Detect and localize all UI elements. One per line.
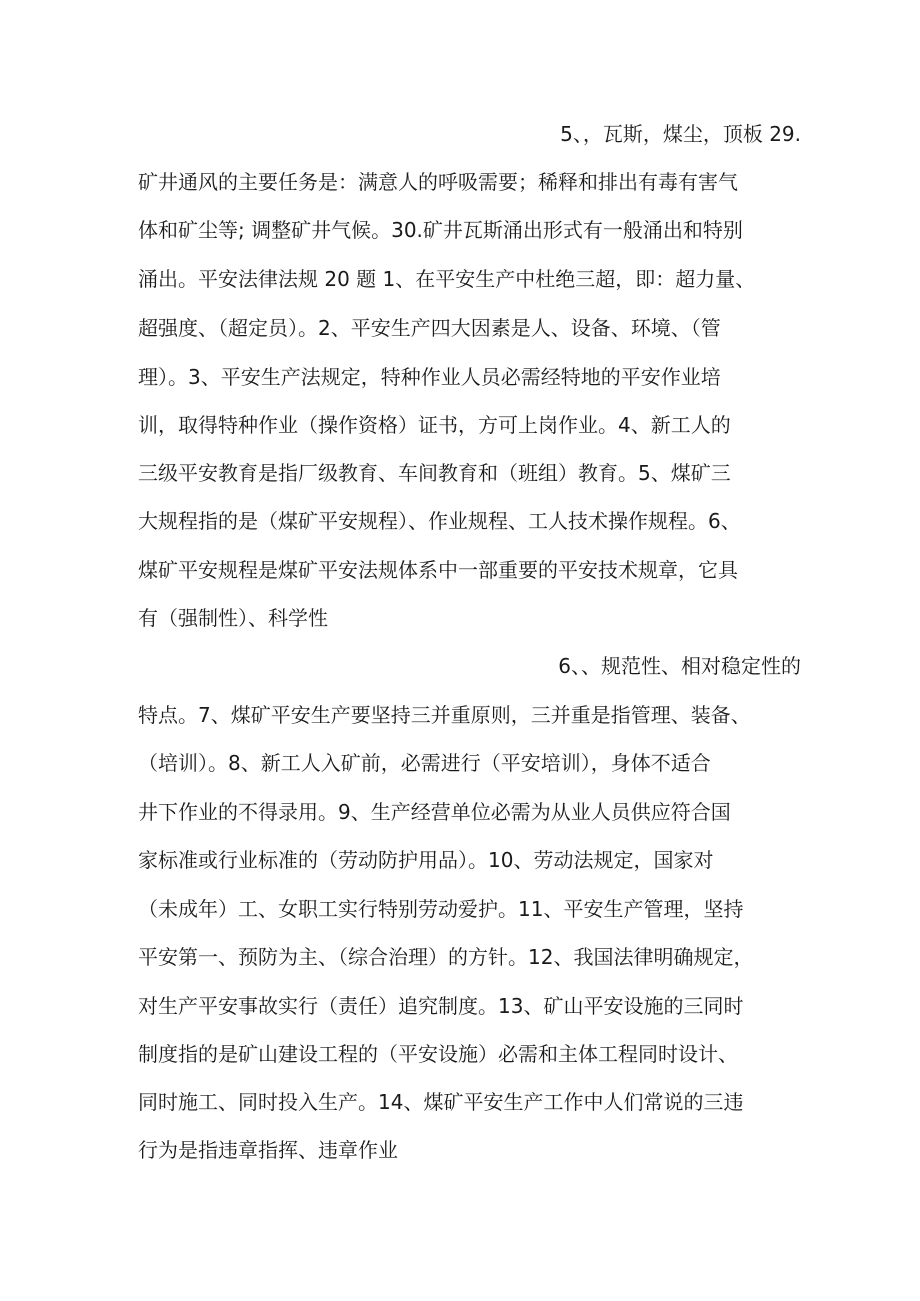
text-line: 煤矿平安规程是煤矿平安法规体系中一部重要的平安技术规章，它具 [138, 558, 738, 582]
text-line: 对生产平安事故实行（责任）追究制度。13、矿山平安设施的三同时 [138, 994, 744, 1018]
text-line: 理）。3、平安生产法规定，特种作业人员必需经特地的平安作业培 [138, 365, 721, 389]
text-line: 井下作业的不得录用。9、生产经营单位必需为从业人员供应符合国 [138, 800, 731, 824]
text-line: 家标准或行业标准的（劳动防护用品）。10、劳动法规定，国家对 [138, 848, 714, 872]
text-line: 行为是指违章指挥、违章作业 [138, 1138, 398, 1162]
text-line: 训，取得特种作业（操作资格）证书，方可上岗作业。4、新工人的 [138, 413, 731, 437]
text-line: 三级平安教育是指厂级教育、车间教育和（班组）教育。5、煤矿三 [138, 461, 731, 485]
text-line: 特点。7、煤矿平安生产要坚持三并重原则，三并重是指管理、装备、 [138, 703, 751, 727]
text-line: （培训）。8、新工人入矿前，必需进行（平安培训），身体不适合 [138, 751, 711, 775]
text-line: 平安第一、预防为主、（综合治理）的方针。12、我国法律明确规定， [138, 945, 754, 969]
text-line: 制度指的是矿山建设工程的（平安设施）必需和主体工程同时设计、 [138, 1042, 738, 1066]
text-line: 大规程指的是（煤矿平安规程）、作业规程、工人技术操作规程。6、 [138, 509, 741, 533]
text-line: 有（强制性）、科学性 [138, 606, 328, 630]
text-line: 涌出。平安法律法规 20 题 1、在平安生产中杜绝三超，即：超力量、 [138, 267, 756, 291]
text-line: （未成年）工、女职工实行特别劳动爱护。11、平安生产管理，坚持 [138, 897, 744, 921]
text-line: 6、、规范性、相对稳定性的 [558, 654, 801, 678]
text-line: 体和矿尘等; 调整矿井气候。30.矿井瓦斯涌出形式有一般涌出和特别 [138, 218, 743, 242]
text-line: 5、，瓦斯，煤尘，顶板 29. [560, 122, 801, 146]
text-line: 超强度、（超定员）。2、平安生产四大因素是人、设备、环境、（管 [138, 316, 721, 340]
text-line: 矿井通风的主要任务是：满意人的呼吸需要；稀释和排出有毒有害气 [138, 170, 738, 194]
text-line: 同时施工、同时投入生产。14、煤矿平安生产工作中人们常说的三违 [138, 1090, 744, 1114]
